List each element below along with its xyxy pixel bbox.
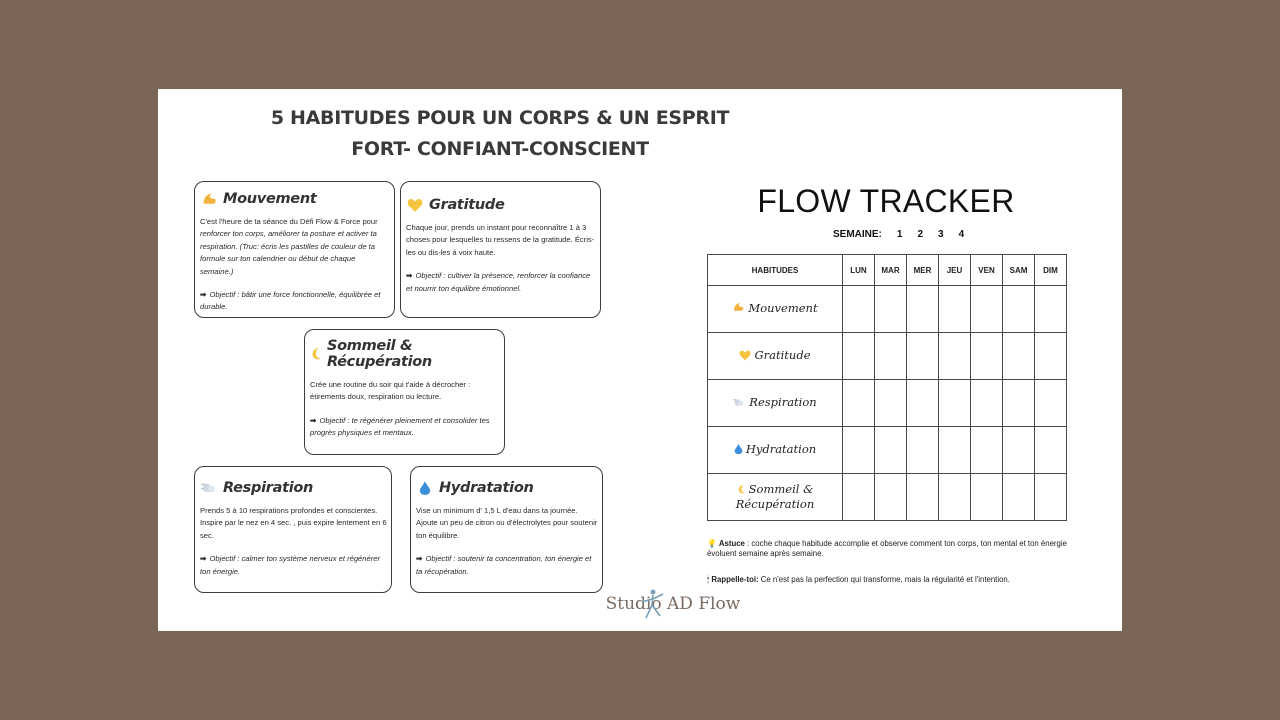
astuce-text: : coche chaque habitude accomplie et observe comment ton corps, ton mental et ton énergie évoluent semaine après semaine. <box>707 539 1067 558</box>
check-cell[interactable] <box>971 286 1003 333</box>
reminder-icon: 🕯 <box>707 575 710 584</box>
tracker-title: FLOW TRACKER <box>757 183 1015 219</box>
check-cell[interactable] <box>1003 474 1035 521</box>
check-cell[interactable] <box>875 286 907 333</box>
column-header-day: JEU <box>939 255 971 286</box>
card-respiration-header <box>200 479 387 497</box>
flexed-biceps-icon <box>200 190 218 208</box>
week-number[interactable]: 4 <box>958 229 965 240</box>
habit-tracker-table <box>707 254 1067 521</box>
check-cell[interactable] <box>1035 286 1067 333</box>
card-mouvement <box>194 181 395 318</box>
column-header-day: MAR <box>875 255 907 286</box>
studio-logo <box>588 594 758 614</box>
card-mouvement-title: Mouvement <box>223 191 317 207</box>
habit-label-cell <box>708 380 843 427</box>
check-cell[interactable] <box>875 333 907 380</box>
check-cell[interactable] <box>907 286 939 333</box>
dashing-wind-icon <box>200 479 218 497</box>
card-mouvement-header <box>200 190 390 208</box>
page-title-line1: 5 HABITUDES POUR UN CORPS & UN ESPRIT <box>270 107 730 129</box>
check-cell[interactable] <box>907 427 939 474</box>
table-row <box>708 380 1067 427</box>
card-hydratation-objective: Objectif : soutenir ta concentration, ton énergie et ta récupération. <box>416 554 592 576</box>
check-cell[interactable] <box>939 427 971 474</box>
card-respiration-objective: Objectif : calmer ton système nerveux et régénérer ton énergie. <box>200 554 381 576</box>
card-hydratation-header <box>416 479 598 497</box>
card-gratitude-header <box>406 196 596 214</box>
water-droplet-icon <box>734 443 743 458</box>
check-cell[interactable] <box>875 427 907 474</box>
check-cell[interactable] <box>875 380 907 427</box>
check-cell[interactable] <box>1035 474 1067 521</box>
astuce-label: Astuce <box>718 539 745 548</box>
column-header-day: MER <box>907 255 939 286</box>
week-number[interactable]: 2 <box>917 229 924 240</box>
card-gratitude-title: Gratitude <box>429 197 505 213</box>
table-row <box>708 333 1067 380</box>
habit-label: Gratitude <box>754 347 811 362</box>
rappel-label: Rappelle-toi: <box>711 575 759 584</box>
column-header-day: SAM <box>1003 255 1035 286</box>
crescent-moon-icon <box>737 484 746 498</box>
logo-text-part1: Studio AD <box>605 594 693 614</box>
check-cell[interactable] <box>971 474 1003 521</box>
flexed-biceps-icon <box>732 301 745 317</box>
habit-label-line1: Sommeil & <box>748 482 814 496</box>
check-cell[interactable] <box>843 380 875 427</box>
rappel-text: Ce n'est pas la perfection qui transforme, mais la régularité et l'intention. <box>758 575 1010 584</box>
week-label: SEMAINE: <box>833 229 882 240</box>
check-cell[interactable] <box>843 333 875 380</box>
check-cell[interactable] <box>971 427 1003 474</box>
habit-label: Mouvement <box>748 301 818 315</box>
card-mouvement-objective: Objectif : bâtir une force fonctionnelle, équilibrée et durable. <box>200 290 381 312</box>
page-title-line2: FORT- CONFIANT-CONSCIENT <box>351 138 649 160</box>
check-cell[interactable] <box>1003 286 1035 333</box>
column-header-day: LUN <box>843 255 875 286</box>
table-row <box>708 286 1067 333</box>
card-sommeil-objective: Objectif : te régénérer pleinement et consolider tes progrès physiques et mentaux. <box>310 415 490 438</box>
card-respiration <box>194 466 392 593</box>
lightbulb-icon: 💡 <box>707 539 717 548</box>
check-cell[interactable] <box>1035 380 1067 427</box>
check-cell[interactable] <box>907 333 939 380</box>
card-gratitude-objective: Objectif : cultiver la présence, renforcer la confiance et nourrir ton équilibre émotionnel. <box>406 271 591 293</box>
check-cell[interactable] <box>971 333 1003 380</box>
card-sommeil-header <box>310 338 500 370</box>
arrow-icon: ➡ <box>310 415 317 425</box>
yellow-heart-icon <box>406 196 424 214</box>
dashing-wind-icon <box>733 397 746 411</box>
column-header-day: DIM <box>1035 255 1067 286</box>
table-row <box>708 474 1067 521</box>
check-cell[interactable] <box>939 333 971 380</box>
arrow-icon: ➡ <box>406 271 413 281</box>
card-hydratation-desc: Vise un minimum d' 1,5 L d'eau dans ta journée. Ajoute un peu de citron ou d'électrolytes pour soutenir ton équilibre. <box>416 506 598 540</box>
check-cell[interactable] <box>939 474 971 521</box>
habit-sheet <box>158 89 1122 631</box>
card-mouvement-desc-b: renforcer ton corps, améliorer ta posture et activer ta respiration. (Truc: écris les pastilles de couleur de ta formule sur ton calendrier ou début de chaque semaine.) <box>200 229 377 276</box>
habit-label-line2: Récupération <box>735 497 815 511</box>
astuce-note <box>707 539 1077 558</box>
card-respiration-title: Respiration <box>223 480 314 496</box>
card-hydratation-title: Hydratation <box>439 480 534 496</box>
rappel-note <box>707 575 1077 585</box>
check-cell[interactable] <box>939 286 971 333</box>
card-respiration-desc: Prends 5 à 10 respirations profondes et conscientes. Inspire par le nez en 4 sec. , puis expire lentement en 6 sec. <box>200 506 387 540</box>
habit-label-cell <box>708 286 843 333</box>
card-sommeil-desc: Crée une routine du soir qui t'aide à décrocher : étirements doux, respiration ou lecture. <box>310 380 471 402</box>
yoga-figure-icon <box>638 588 668 624</box>
check-cell[interactable] <box>1035 333 1067 380</box>
crescent-moon-icon <box>310 345 322 363</box>
yellow-heart-icon <box>739 350 751 364</box>
arrow-icon: ➡ <box>416 554 423 564</box>
table-header-row <box>708 255 1067 286</box>
logo-text-part2: Flow <box>698 594 741 614</box>
check-cell[interactable] <box>843 427 875 474</box>
week-number[interactable]: 1 <box>896 229 903 240</box>
habit-label-cell <box>708 427 843 474</box>
habit-label: Hydratation <box>745 441 817 456</box>
check-cell[interactable] <box>1035 427 1067 474</box>
arrow-icon: ➡ <box>200 290 207 300</box>
card-mouvement-desc-a: C'est l'heure de ta séance du Défi Flow & Force pour <box>200 217 378 226</box>
arrow-icon: ➡ <box>200 554 207 564</box>
habit-label-cell <box>708 474 843 521</box>
check-cell[interactable] <box>843 474 875 521</box>
water-droplet-icon <box>416 479 434 497</box>
check-cell[interactable] <box>971 380 1003 427</box>
habit-label-cell <box>708 333 843 380</box>
check-cell[interactable] <box>939 380 971 427</box>
column-header-day: VEN <box>971 255 1003 286</box>
habit-label: Respiration <box>749 394 817 409</box>
week-number[interactable]: 3 <box>938 229 944 240</box>
check-cell[interactable] <box>1003 380 1035 427</box>
table-row <box>708 427 1067 474</box>
check-cell[interactable] <box>907 380 939 427</box>
card-sommeil <box>304 329 505 455</box>
check-cell[interactable] <box>1003 427 1035 474</box>
card-gratitude <box>400 181 601 318</box>
check-cell[interactable] <box>843 286 875 333</box>
week-row <box>833 229 964 240</box>
check-cell[interactable] <box>907 474 939 521</box>
check-cell[interactable] <box>875 474 907 521</box>
check-cell[interactable] <box>1003 333 1035 380</box>
column-header-habitudes: HABITUDES <box>708 255 843 286</box>
card-gratitude-desc: Chaque jour, prends un instant pour reconnaître 1 à 3 choses pour lesquelles tu ressens de la gratitude. Écris-les ou dis-les à voix haute. <box>406 223 595 257</box>
card-sommeil-title: Sommeil & Récupération <box>327 338 432 370</box>
card-hydratation <box>410 466 603 593</box>
